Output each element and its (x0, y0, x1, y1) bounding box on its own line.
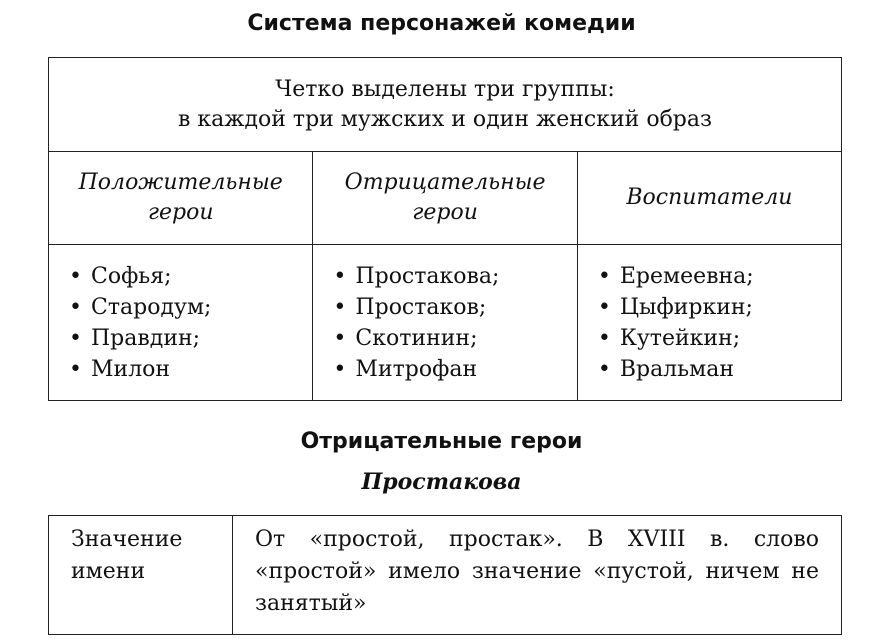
bullet-icon: • (333, 356, 347, 382)
group-header-educators (577, 152, 841, 245)
intro-line-1: Четко выделены три группы: (275, 76, 615, 102)
bullet-icon: • (333, 325, 347, 351)
bullet-icon: • (597, 294, 611, 320)
list-item (598, 261, 841, 292)
list-item (333, 354, 576, 385)
list-item (69, 261, 312, 292)
list-item (598, 354, 841, 385)
list-item (598, 292, 841, 323)
info-label-line: имени (71, 559, 146, 584)
bullet-icon: • (597, 263, 611, 289)
list-item (69, 323, 312, 354)
member-name: Цыфиркин; (619, 294, 753, 320)
group-header-line: герои (147, 200, 214, 225)
member-name: Правдин; (91, 325, 201, 351)
group-header-line: герои (412, 200, 478, 225)
member-name: Простаков; (355, 294, 487, 320)
list-item (69, 292, 312, 323)
bullet-icon: • (597, 325, 611, 351)
member-name: Вральман (619, 356, 735, 382)
member-name: Простакова; (355, 263, 500, 289)
bullet-icon: • (69, 263, 82, 289)
group-header-line: Положительные (78, 170, 283, 195)
group-header-positive (49, 152, 313, 245)
info-label-line: Значение (71, 527, 183, 552)
intro-cell (49, 58, 842, 152)
character-name: Простакова (361, 469, 522, 495)
member-name: Стародум; (91, 294, 212, 320)
character-system-table (48, 57, 842, 401)
bullet-icon: • (333, 263, 347, 289)
section-title: Отрицательные герои (300, 429, 583, 454)
info-value-cell: От «простой, простак». В XVIII в. слово «простой» имело значение «пустой, ничем не занятый» (233, 516, 842, 635)
character-info-table (48, 515, 842, 635)
list-item (598, 323, 841, 354)
member-name: Скотинин; (355, 325, 478, 351)
member-name: Митрофан (355, 356, 478, 382)
member-name: Милон (91, 356, 171, 382)
bullet-icon: • (597, 356, 611, 382)
bullet-icon: • (69, 294, 82, 320)
list-item (333, 292, 576, 323)
group-list-negative (313, 245, 577, 401)
group-header-line: Воспитатели (626, 185, 793, 210)
group-header-line: Отрицательные (344, 170, 546, 195)
list-item (333, 261, 576, 292)
group-list-positive (49, 245, 313, 401)
intro-line-2: в каждой три мужских и один женский образ (177, 106, 713, 132)
member-name: Софья; (91, 263, 172, 289)
group-list-educators (577, 245, 841, 401)
bullet-icon: • (333, 294, 347, 320)
list-item (333, 323, 576, 354)
member-name: Еремеевна; (619, 263, 754, 289)
info-label-cell (49, 516, 233, 635)
group-header-negative (313, 152, 577, 245)
list-item (69, 354, 312, 385)
bullet-icon: • (69, 325, 82, 351)
member-name: Кутейкин; (619, 325, 741, 351)
page-title: Система персонажей комедии (247, 11, 636, 36)
bullet-icon: • (69, 356, 82, 382)
